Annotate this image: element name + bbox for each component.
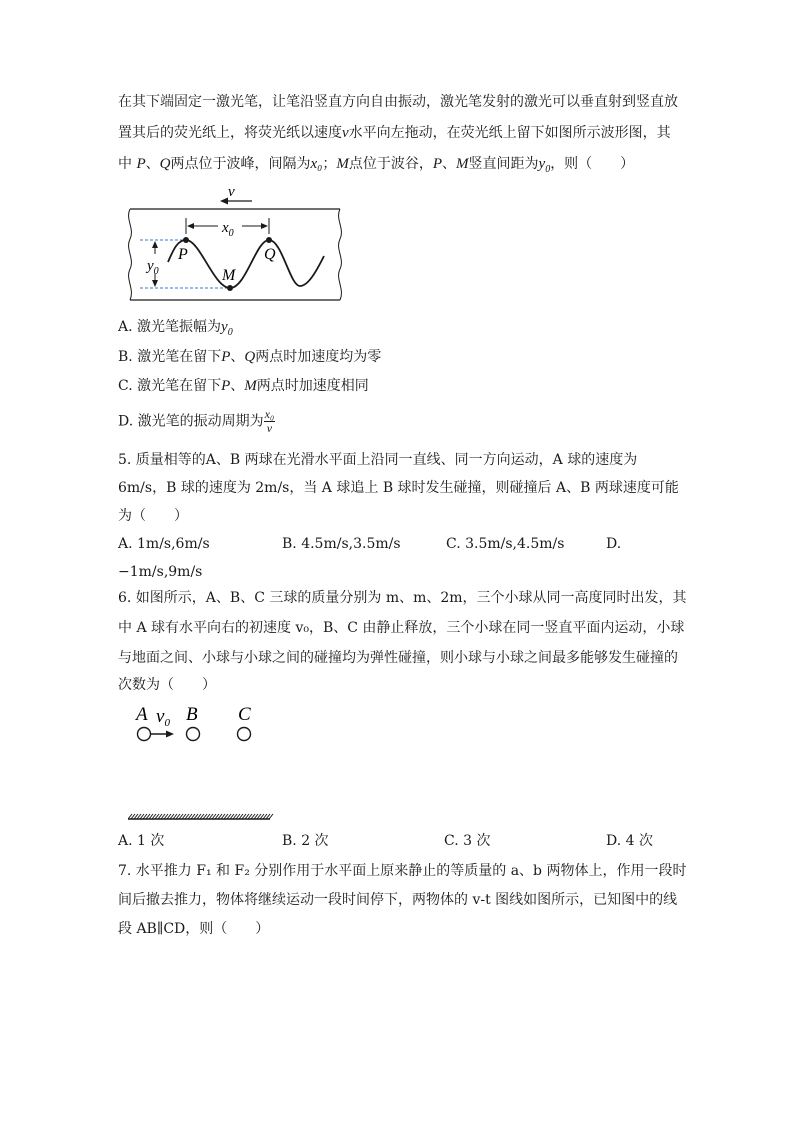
ball-C xyxy=(238,728,251,741)
var-P: P xyxy=(136,156,146,172)
q5-option-b: B. 4.5m/s,3.5m/s xyxy=(282,536,401,552)
q4-l3-e: ，则（ ） xyxy=(550,156,635,172)
q4-text-line-2 xyxy=(118,124,671,142)
x0-arrow-left xyxy=(187,223,194,229)
q4-option-d: D. 激光笔的振动周期为 $\frac{\text{x₀}}{v}$ xyxy=(118,407,275,435)
paper-left-break xyxy=(129,209,132,300)
ball-C-label: C xyxy=(238,704,251,725)
q5-option-c: C. 3.5m/s,4.5m/s xyxy=(446,536,565,552)
ball-B xyxy=(187,728,200,741)
optC-M: M xyxy=(244,378,257,394)
paper-right-break xyxy=(339,209,342,300)
ground-hatching xyxy=(128,814,273,819)
q4-text-line-3 xyxy=(118,155,634,179)
var-y0: $y_0$ xyxy=(538,156,551,175)
q6-option-b: B. 2 次 xyxy=(282,833,329,849)
point-M xyxy=(227,285,233,291)
balls-figure xyxy=(128,700,278,825)
velocity-arrow-head xyxy=(220,198,228,205)
q7-text-line-2: 间后撤去推力，物体将继续运动一段时间停下，两物体的 v-t 图线如图所示，已知图中的线 xyxy=(118,892,678,908)
var-Q: Q xyxy=(159,156,171,172)
optB-Q: Q xyxy=(244,349,256,365)
sep-1: 、 xyxy=(145,156,160,172)
q5-option-a: A. 1m/s,6m/s xyxy=(118,536,210,552)
period-fraction: $\frac{\text{x₀}}{v}$ xyxy=(264,407,275,435)
q4-text-line-2b: 水平向左拖动，在荧光纸上留下如图所示波形图，其 xyxy=(348,125,671,141)
q4-l3-c: 点位于波谷， xyxy=(348,156,433,172)
point-P xyxy=(183,237,189,243)
q4-option-c: C. 激光笔在留下P、M两点时加速度相同 xyxy=(118,378,369,394)
q6-text-line-2: 中 A 球有水平向右的初速度 v₀，B、C 由静止释放，三个小球在同一竖直平面内运动，小球 xyxy=(118,620,685,636)
sep-2: 、 xyxy=(442,156,457,172)
q7-text-line-1: 7. 水平推力 F₁ 和 F₂ 分别作用于水平面上原来静止的等质量的 a、b 两物体上，作用一段时 xyxy=(118,863,687,879)
waveform-figure xyxy=(118,182,348,304)
figure-P-label: P xyxy=(178,246,188,263)
q4-option-b: B. 激光笔在留下P、Q两点时加速度均为零 xyxy=(118,349,382,365)
var-M: M xyxy=(336,156,349,172)
q6-option-d: D. 4 次 xyxy=(606,833,653,849)
q7-text-line-3: 段 AB∥CD，则（ ） xyxy=(118,921,270,937)
q6-text-line-3: 与地面之间、小球与小球之间的碰撞均为弹性碰撞，则小球与小球之间最多能够发生碰撞的 xyxy=(118,650,678,666)
figure-v-label: v xyxy=(228,184,235,200)
var-v: v xyxy=(342,125,349,141)
optB-P: P xyxy=(221,349,231,365)
q4-l3-a: 中 xyxy=(118,156,132,172)
var-P-2: P xyxy=(432,156,443,172)
q6-text-line-1: 6. 如图所示，A、B、C 三球的质量分别为 m、m、2m，三个小球从同一高度同时出发，其 xyxy=(118,590,687,606)
q4-text-line-2a: 置其后的荧光纸上，将荧光纸以速度 xyxy=(118,125,342,141)
waveform-curve xyxy=(168,240,324,288)
q5-option-d-continued: −1m/s,9m/s xyxy=(118,564,203,580)
figure-x0-label: $x_0$ xyxy=(222,220,234,239)
q6-option-a: A. 1 次 xyxy=(118,833,165,849)
figure-Q-label: Q xyxy=(264,246,276,263)
ball-B-label: B xyxy=(186,704,198,725)
var-x0: x₀ xyxy=(310,156,323,172)
q4-option-a: A. 激光笔振幅为$y_0$ xyxy=(118,319,233,338)
q6-option-c: C. 3 次 xyxy=(444,833,491,849)
q4-text-line-1: 在其下端固定一激光笔，让笔沿竖直方向自由振动，激光笔发射的激光可以垂直射到竖直放 xyxy=(118,94,678,110)
optC-P: P xyxy=(221,378,231,394)
ball-A xyxy=(138,728,151,741)
ball-A-label: A xyxy=(136,704,148,725)
x0-arrow-right xyxy=(261,223,268,229)
figure-y0-label: $y_0$ xyxy=(147,258,159,277)
q4-l3-d: 竖直间距为 xyxy=(468,156,539,172)
q4-l3-b: 两点位于波峰，间隔为 xyxy=(170,156,311,172)
point-Q xyxy=(266,237,272,243)
ball-A-velocity-label: $v_0$ xyxy=(156,706,170,729)
semi: ； xyxy=(322,156,337,172)
q5-text-line-2: 6m/s，B 球的速度为 2m/s，当 A 球追上 B 球时发生碰撞，则碰撞后 A、B 两球速度可能 xyxy=(118,480,679,496)
optA-y0: $y_0$ xyxy=(221,319,233,338)
velocity-arrow-v0-head xyxy=(166,731,174,738)
figure-M-label: M xyxy=(222,267,236,284)
q5-text-line-3: 为（ ） xyxy=(118,508,188,524)
q6-text-line-4: 次数为（ ） xyxy=(118,677,216,693)
y0-arrow-top xyxy=(152,241,158,248)
var-M-2: M xyxy=(456,156,469,172)
q5-option-d: D. xyxy=(606,536,622,552)
q5-text-line-1: 5. 质量相等的A、B 两球在光滑水平面上沿同一直线、同一方向运动，A 球的速度为 xyxy=(118,452,638,468)
y0-arrow-bottom xyxy=(152,280,158,287)
